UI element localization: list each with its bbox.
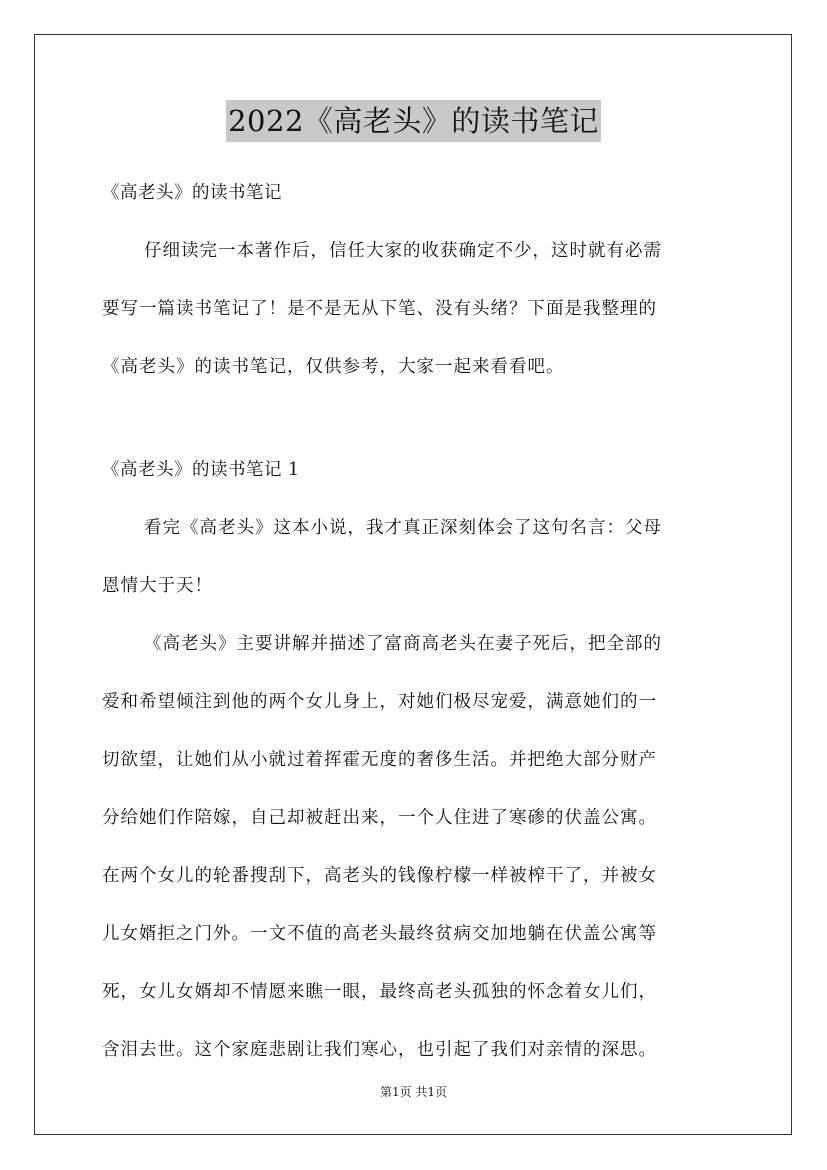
section1-p2-line: 在两个女儿的轮番搜刮下，高老头的钱像柠檬一样被榨干了，并被女 <box>102 866 657 886</box>
intro-line: 《高老头》的读书笔记，仅供参考，大家一起来看看吧。 <box>102 357 565 377</box>
page-footer: 第1页 共1页 <box>379 1085 448 1099</box>
intro-heading: 《高老头》的读书笔记 <box>102 183 282 203</box>
section1-p2-line: 切欲望，让她们从小就过着挥霍无度的奢侈生活。并把绝大部分财产 <box>102 750 657 770</box>
section1-p2-line: 《高老头》主要讲解并描述了富商高老头在妻子死后，把全部的 <box>144 634 662 654</box>
document-body <box>102 164 724 1079</box>
section1-p1-line: 看完《高老头》这本小说，我才真正深刻体会了这句名言：父母 <box>144 518 662 538</box>
section-spacer <box>102 396 724 441</box>
section1-p2-line: 死，女儿女婿却不情愿来瞧一眼，最终高老头孤独的怀念着女儿们， <box>102 982 657 1002</box>
section1-p2-line: 分给她们作陪嫁，自己却被赶出来，一个人住进了寒碜的伏盖公寓。 <box>102 808 657 828</box>
intro-paragraph <box>102 222 724 396</box>
section1-p1-line: 恩情大于天！ <box>102 576 213 596</box>
document-title-container <box>0 100 827 144</box>
section1-p2-line: 爱和希望倾注到他的两个女儿身上，对她们极尽宠爱，满意她们的一 <box>102 692 657 712</box>
section1-heading: 《高老头》的读书笔记 1 <box>102 460 300 480</box>
section1-p2-line: 儿女婿拒之门外。一文不值的高老头最终贫病交加地躺在伏盖公寓等 <box>102 924 657 944</box>
document-title: 2022《高老头》的读书笔记 <box>226 100 601 142</box>
intro-line: 要写一篇读书笔记了！是不是无从下笔、没有头绪？下面是我整理的 <box>102 299 657 319</box>
section1-paragraph-2 <box>102 615 724 1079</box>
section1-p2-line: 含泪去世。这个家庭悲剧让我们寒心，也引起了我们对亲情的深思。 <box>102 1040 657 1060</box>
intro-line: 仔细读完一本著作后，信任大家的收获确定不少，这时就有必需 <box>144 241 662 261</box>
section1-paragraph-1 <box>102 499 724 615</box>
